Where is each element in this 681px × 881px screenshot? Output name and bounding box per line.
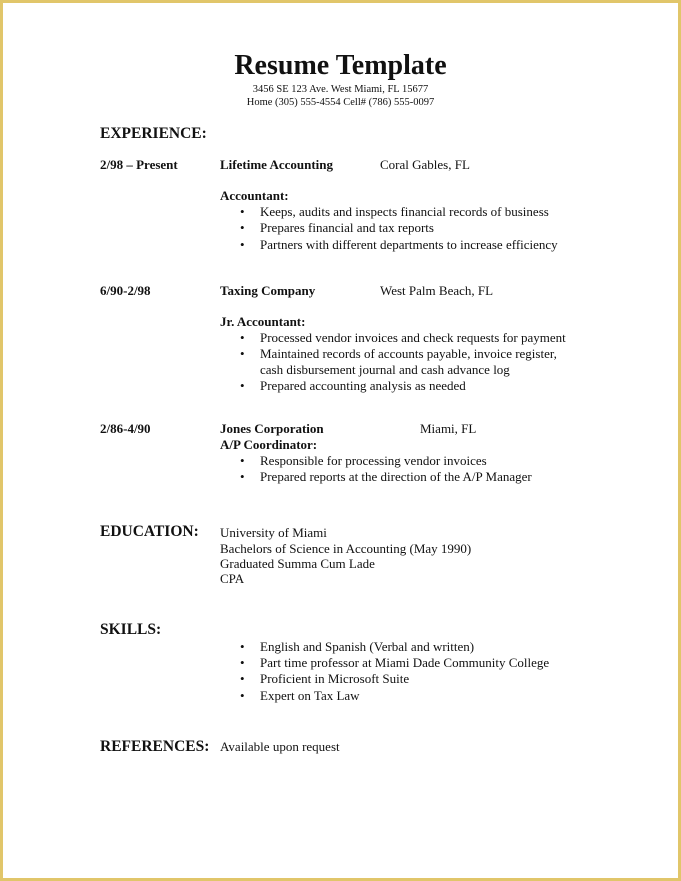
job-3-role: A/P Coordinator: (220, 437, 318, 452)
references-heading: REFERENCES: (100, 738, 210, 755)
job-3-bullet-2: • Prepared reports at the direction of the A/P Manager (240, 469, 532, 484)
job-1-role: Accountant: (220, 188, 289, 203)
job-1-bullet-2: • Prepares financial and tax reports (240, 220, 434, 235)
experience-heading: EXPERIENCE: (100, 125, 207, 142)
references-text: Available upon request (220, 739, 340, 754)
job-2-bullet-3: • Prepared accounting analysis as needed (240, 378, 466, 393)
job-2-bullet-2-cont: cash disbursement journal and cash advance log (260, 362, 510, 377)
job-1-dates: 2/98 – Present (100, 157, 178, 172)
skills-bullet-2: • Part time professor at Miami Dade Community College (240, 655, 550, 670)
job-2-bullet-1: • Processed vendor invoices and check requests for payment (240, 330, 566, 345)
bullet-icon: • (240, 469, 245, 484)
bullet-icon: • (240, 688, 245, 703)
job-2-dates: 6/90-2/98 (100, 283, 151, 298)
contact-address: 3456 SE 123 Ave. West Miami, FL 15677 (252, 84, 429, 95)
education-line-3: Graduated Summa Cum Lade (220, 556, 375, 571)
education-line-4: CPA (220, 571, 245, 586)
bullet-icon: • (240, 330, 245, 345)
job-3-bullet-1: • Responsible for processing vendor invoices (240, 453, 487, 468)
job-1-company: Lifetime Accounting (220, 157, 334, 172)
job-1-location: Coral Gables, FL (380, 157, 470, 172)
skills-bullet-3: • Proficient in Microsoft Suite (240, 671, 410, 686)
education-line-1: University of Miami (220, 525, 327, 540)
bullet-icon: • (240, 220, 245, 235)
job-2-location: West Palm Beach, FL (380, 283, 494, 298)
job-2-role: Jr. Accountant: (220, 314, 306, 329)
skills-heading: SKILLS: (100, 621, 162, 638)
bullet-icon: • (240, 453, 245, 468)
bullet-icon: • (240, 655, 245, 670)
job-2-company: Taxing Company (220, 283, 316, 298)
skills-bullet-4: • Expert on Tax Law (240, 688, 360, 703)
contact-phones: Home (305) 555-4554 Cell# (786) 555-0097 (246, 97, 435, 108)
job-1-bullet-1: • Keeps, audits and inspects financial records of business (240, 204, 549, 219)
bullet-icon: • (240, 378, 245, 393)
resume-title: Resume Template (234, 50, 447, 81)
education-line-2: Bachelors of Science in Accounting (May 1990) (220, 541, 472, 556)
bullet-icon: • (240, 346, 245, 361)
job-3-company: Jones Corporation (220, 421, 324, 436)
job-1-bullet-3: • Partners with different departments to increase efficiency (240, 237, 558, 252)
skills-bullet-1: • English and Spanish (Verbal and written) (240, 639, 475, 654)
education-heading: EDUCATION: (100, 523, 199, 540)
bullet-icon: • (240, 237, 245, 252)
bullet-icon: • (240, 204, 245, 219)
bullet-icon: • (240, 671, 245, 686)
job-2-bullet-2: • Maintained records of accounts payable, invoice register, (240, 346, 557, 361)
job-3-dates: 2/86-4/90 (100, 421, 151, 436)
bullet-icon: • (240, 639, 245, 654)
job-3-location: Miami, FL (420, 421, 477, 436)
